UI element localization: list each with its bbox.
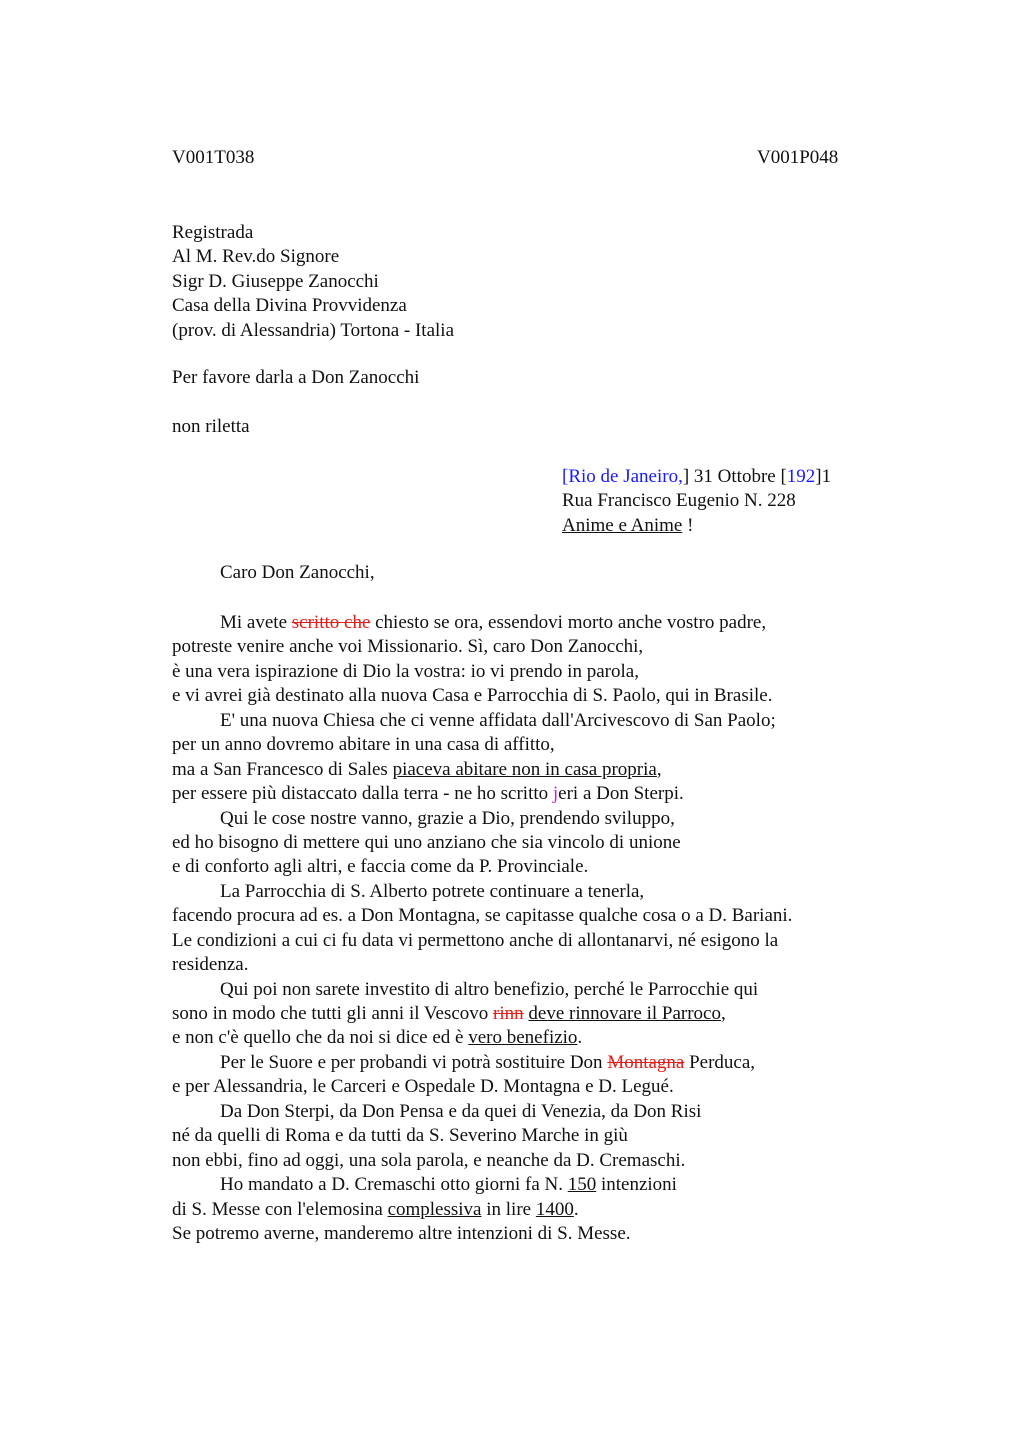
- page-code: V001P048: [757, 147, 839, 168]
- body-line: [172, 782, 872, 806]
- place-date-line: [562, 465, 831, 489]
- address-line: (prov. di Alessandria) Tortona - Italia: [172, 319, 455, 341]
- body-line: e vi avrei già destinato alla nuova Casa e Parrocchia di S. Paolo, qui in Brasile.: [172, 685, 773, 707]
- motto-line: [562, 514, 831, 538]
- underlined-text: piaceva abitare non in casa propria: [392, 758, 657, 780]
- body-line: Le condizioni a cui ci fu data vi permettono anche di allontanarvi, né esigono la: [172, 929, 779, 951]
- body-line: non ebbi, fino ad oggi, una sola parola, e neanche da D. Cremaschi.: [172, 1149, 686, 1171]
- body-line: Se potremo averne, manderemo altre intenzioni di S. Messe.: [172, 1222, 631, 1244]
- body-line: [172, 1051, 872, 1075]
- body-line: E' una nuova Chiesa che ci venne affidata dall'Arcivescovo di San Paolo;: [220, 709, 776, 731]
- deleted-text: scritto che: [291, 612, 371, 633]
- body-line: [172, 1002, 872, 1026]
- body-line: per un anno dovremo abitare in una casa di affitto,: [172, 734, 555, 756]
- body-line: Qui le cose nostre vanno, grazie a Dio, prendendo sviluppo,: [220, 807, 675, 829]
- text-segment: ,: [656, 758, 662, 780]
- text-segment: in lire: [481, 1198, 536, 1220]
- body-line: Da Don Sterpi, da Don Pensa e da quei di Venezia, da Don Risi: [220, 1100, 702, 1122]
- deleted-text: Montagna: [607, 1051, 685, 1073]
- body-line: potreste venire anche voi Missionario. Sì, caro Don Zanocchi,: [172, 636, 644, 658]
- body-line: residenza.: [172, 954, 249, 976]
- text-segment: Perduca,: [684, 1051, 756, 1073]
- text-segment: Per le Suore e per probandi vi potrà sostituire Don: [220, 1051, 608, 1073]
- place-name: Rio de Janeiro,: [568, 466, 683, 487]
- address-line: Casa della Divina Provvidenza: [172, 295, 407, 317]
- underlined-text: vero benefizio: [468, 1027, 578, 1049]
- text-segment: sono in modo che tutti gli anni il Vescovo: [172, 1003, 494, 1024]
- corrected-letter: j: [552, 783, 559, 805]
- deleted-text: rinn: [493, 1003, 524, 1024]
- letter-body: [172, 611, 872, 1246]
- year-insert: 192: [786, 466, 816, 487]
- year-end: ]1: [815, 466, 832, 487]
- text-segment: eri a Don Sterpi.: [558, 783, 684, 805]
- text-segment: Ho mandato a D. Cremaschi otto giorni fa N.: [220, 1174, 568, 1196]
- body-line: facendo procura ad es. a Don Montagna, se capitasse qualche cosa o a D. Bariani.: [172, 905, 793, 927]
- delivery-note: Per favore darla a Don Zanocchi: [172, 367, 420, 388]
- underlined-text: deve rinnovare il Parroco: [528, 1003, 721, 1024]
- text-segment: ,: [720, 1003, 726, 1024]
- editorial-bracket: [: [562, 466, 569, 487]
- address-line: Al M. Rev.do Signore: [172, 246, 340, 268]
- text-segment: e non c'è quello che da noi si dice ed è: [172, 1027, 469, 1049]
- text-segment: .: [573, 1198, 579, 1220]
- address-line: Sigr D. Giuseppe Zanocchi: [172, 270, 379, 292]
- body-line: e di conforto agli altri, e faccia come da P. Provinciale.: [172, 856, 589, 878]
- text-segment: Mi avete: [220, 612, 292, 633]
- body-line: [172, 1026, 872, 1050]
- body-line: e per Alessandria, le Carceri e Ospedale D. Montagna e D. Legué.: [172, 1076, 674, 1098]
- text-segment: di S. Messe con l'elemosina: [172, 1198, 388, 1220]
- document-code: V001T038: [172, 147, 255, 168]
- body-line: né da quelli di Roma e da tutti da S. Severino Marche in giù: [172, 1125, 628, 1147]
- text-segment: chiesto se ora, essendovi morto anche vostro padre,: [370, 612, 767, 633]
- underlined-text: complessiva: [387, 1198, 482, 1220]
- body-line: è una vera ispirazione di Dio la vostra: io vi prendo in parola,: [172, 660, 639, 682]
- underlined-text: 150: [567, 1174, 597, 1196]
- motto: Anime e Anime: [562, 514, 683, 536]
- review-note: non riletta: [172, 416, 250, 437]
- motto-end: !: [682, 514, 694, 536]
- body-line: [172, 758, 872, 782]
- text-segment: per essere più distaccato dalla terra - ne ho scritto: [172, 783, 553, 805]
- body-line: La Parrocchia di S. Alberto potrete continuare a tenerla,: [220, 880, 645, 902]
- text-segment: ma a San Francesco di Sales: [172, 758, 393, 780]
- body-line: [172, 1173, 872, 1197]
- salutation: Caro Don Zanocchi,: [220, 562, 375, 583]
- text-segment: intenzioni: [596, 1174, 677, 1196]
- recipient-address: [172, 221, 454, 343]
- body-line: [172, 611, 872, 635]
- underlined-text: 1400: [535, 1198, 574, 1220]
- body-line: Qui poi non sarete investito di altro benefizio, perché le Parrocchie qui: [220, 978, 759, 1000]
- street-address: Rua Francisco Eugenio N. 228: [562, 490, 796, 512]
- text-segment: .: [577, 1027, 583, 1049]
- address-line: Registrada: [172, 222, 254, 243]
- body-line: [172, 1198, 872, 1222]
- date-text: ] 31 Ottobre [: [682, 466, 787, 487]
- body-line: ed ho bisogno di mettere qui uno anziano che sia vincolo di unione: [172, 831, 681, 853]
- date-block: [562, 465, 831, 538]
